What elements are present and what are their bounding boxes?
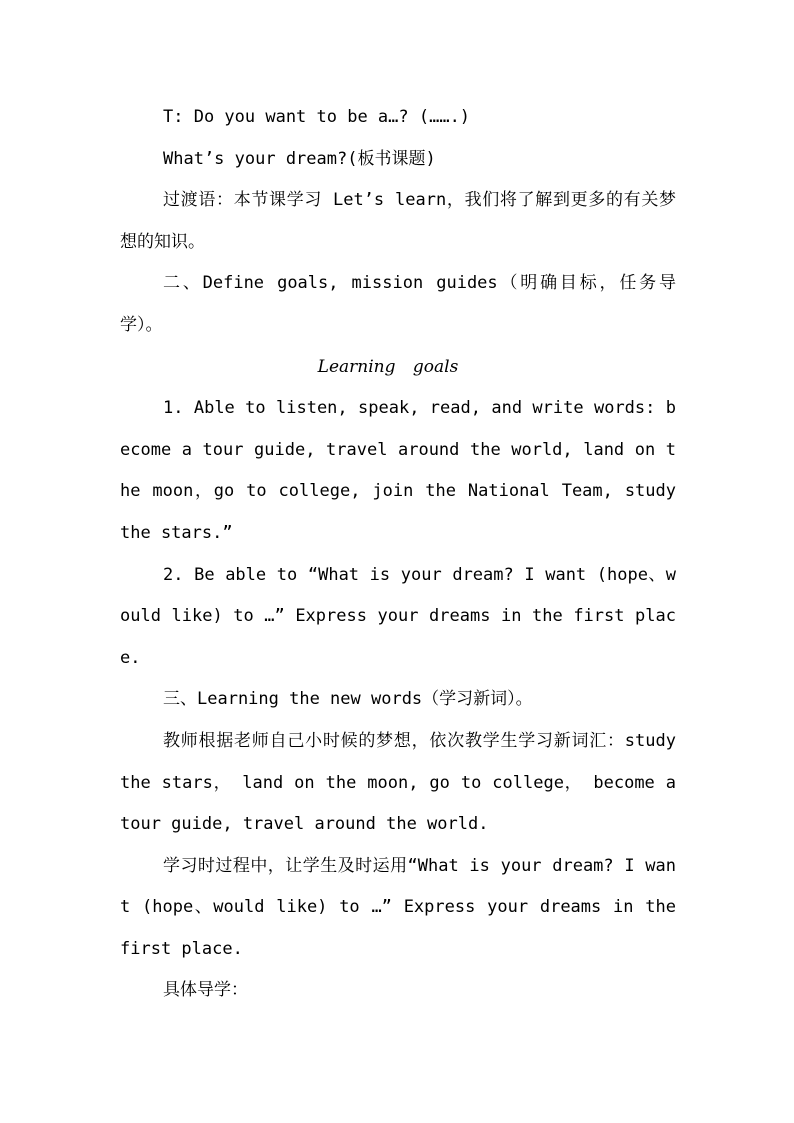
goal-item-1: 1. Able to listen, speak, read, and write words: become a tour guide, travel around the world, land on the moon，go to college, join the National Team, study the stars.” [120, 398, 676, 543]
section-heading-goals: 二、Define goals, mission guides（明确目标，任务导学）。 [120, 273, 676, 335]
learning-goals-heading: Learning goals [317, 356, 459, 377]
document-body [120, 97, 676, 1012]
lesson-title-line: What’s your dream?(板书课题) [163, 148, 436, 169]
dialogue-line-teacher: T: Do you want to be a…? (…….) [163, 107, 471, 127]
teaching-paragraph: 教师根据老师自己小时候的梦想，依次教学生学习新词汇：study the stars， land on the moon, go to college， become a tour guide, travel around the world. [120, 730, 676, 835]
transition-paragraph: 过渡语：本节课学习 Let’s learn，我们将了解到更多的有关梦想的知识。 [120, 190, 676, 252]
section-heading-new-words: 三、Learning the new words（学习新词）。 [163, 689, 533, 710]
practice-paragraph: 学习时过程中，让学生及时运用“What is your dream? I want (hope、would like) to …” Express your dreams in the first place. [120, 855, 676, 959]
guided-learning-label: 具体导学： [163, 980, 248, 1001]
goal-item-2: 2. Be able to “What is your dream? I want (hope、would like) to …” Express your dreams in the first place. [120, 564, 676, 668]
